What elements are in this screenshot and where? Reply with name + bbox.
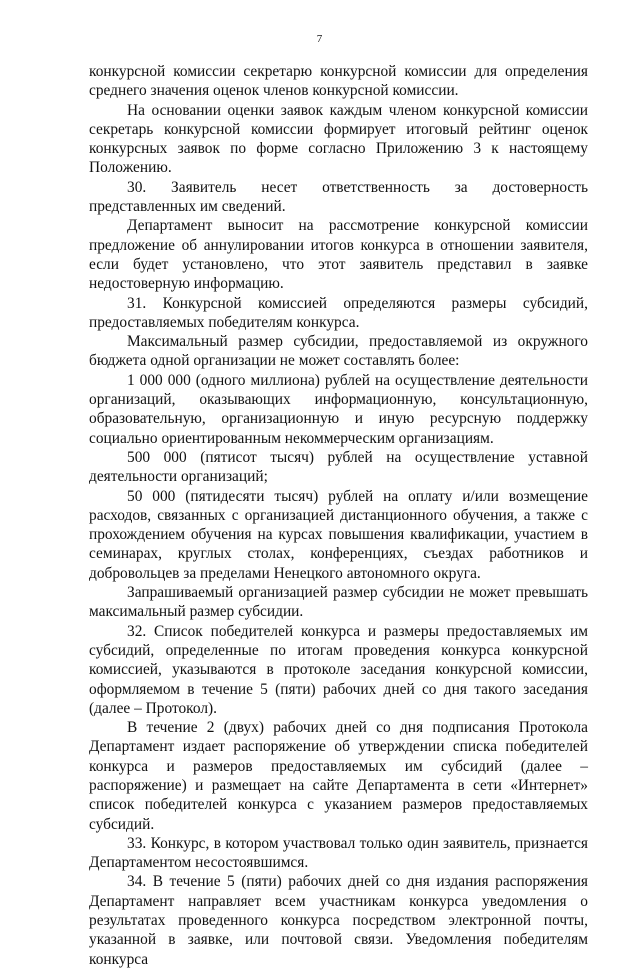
paragraph-item-33: 33. Конкурс, в котором участвовал только один заявитель, признается Департаментом несостоявшимся. (89, 834, 588, 872)
document-body (89, 62, 588, 969)
paragraph-item-31: 31. Конкурсной комиссией определяются размеры субсидий, предоставляемых победителям конкурса. (89, 294, 588, 331)
paragraph-item-32: 32. Список победителей конкурса и размеры предоставляемых им субсидий, определенные по итогам проведения конкурса конкурсной комиссией, указываются в протоколе заседания конкурсной комиссии, оформляемом в течение 5 (пяти) рабочих дней со дня такого заседания (далее – Протокол). (89, 622, 588, 717)
paragraph: Запрашиваемый организацией размер субсидии не может превышать максимальный размер субсидии. (89, 584, 588, 621)
paragraph-item-34: 34. В течение 5 (пяти) рабочих дней со дня издания распоряжения Департамент направляет всем участникам конкурса уведомления о результатах проведенного конкурса посредством электронной почты, указанной в заявке, или почтовой связи. Уведомления победителям конкурса (89, 873, 588, 968)
paragraph: В течение 2 (двух) рабочих дней со дня подписания Протокола Департамент издает распоряжение об утверждении списка победителей конкурса и размеров предоставляемых им субсидий (далее – распоряжение) и размещает на сайте Департамента в сети «Интернет» список победителей конкурса с указанием размеров предоставляемых субсидий. (89, 719, 588, 833)
page-number: 7 (316, 33, 323, 45)
paragraph: Департамент выносит на рассмотрение конкурсной комиссии предложение об аннулировании итогов конкурса в отношении заявителя, если будет установлено, что этот заявитель представил в заявке недостоверную информацию. (89, 217, 588, 293)
paragraph-amount-1000000: 1 000 000 (одного миллиона) рублей на осуществление деятельности организаций, оказывающих информационную, консультационную, образовательную, организационную и иную ресурсную поддержку социально ориентированным некоммерческим организациям. (89, 371, 588, 447)
paragraph-continued: конкурсной комиссии секретарю конкурсной комиссии для определения среднего значения оценок членов конкурсной комиссии. (89, 63, 588, 100)
paragraph: Максимальный размер субсидии, предоставляемой из окружного бюджета одной организации не может составлять более: (89, 333, 588, 370)
paragraph: На основании оценки заявок каждым членом конкурсной комиссии секретарь конкурсной комиссии формирует итоговый рейтинг оценок конкурсных заявок по форме согласно Приложению 3 к настоящему Положению. (89, 101, 588, 177)
paragraph-amount-50000: 50 000 (пятидесяти тысяч) рублей на оплату и/или возмещение расходов, связанных с организацией дистанционного обучения, а также с прохождением обучения на курсах повышения квалификации, участием в семинарах, круглых столах, конференциях, съездах работников и добровольцев за пределами Ненецкого автономного округа. (89, 487, 588, 582)
paragraph-item-30: 30. Заявитель несет ответственность за достоверность представленных им сведений. (89, 178, 588, 216)
paragraph-amount-500000: 500 000 (пятисот тысяч) рублей на осуществление уставной деятельности организаций; (89, 448, 588, 486)
